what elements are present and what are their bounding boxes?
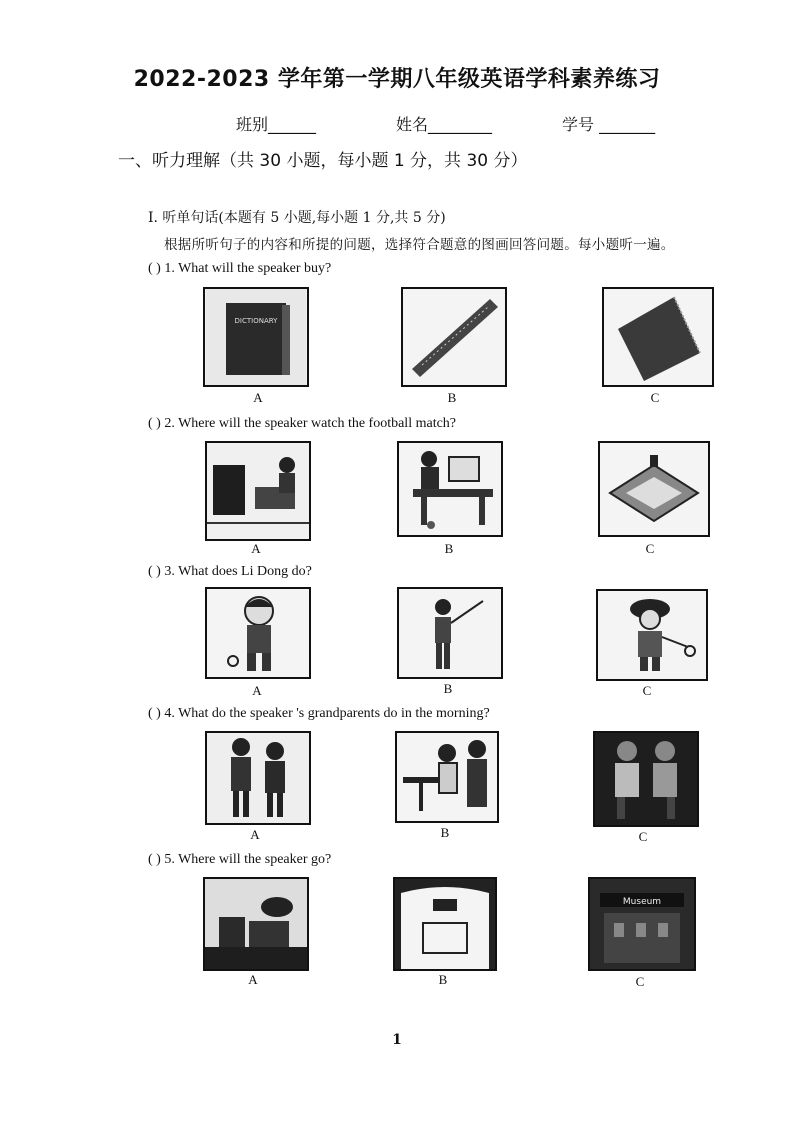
question-4: ( ) 4. What do the speaker 's grandparents do in the morning? [148,706,490,721]
museum-sign-text: Museum [622,897,662,907]
q3-option-a-image[interactable] [205,587,311,679]
question-1: ( ) 1. What will the speaker buy? [148,261,332,276]
q4-label-b: B [440,825,450,840]
dictionary-label: DICTIONARY [234,317,278,325]
dictionary-image [205,289,307,385]
q5-option-c-image[interactable] [588,877,696,971]
q2-label-a: A [251,541,261,556]
q3-label-b: B [443,681,453,696]
ruler-image [403,289,505,385]
q1-option-a-image[interactable] [203,287,309,387]
part-instruction: 根据所听句子的内容和所提的问题，选择符合题意的图画回答问题。每小题听一遍。 [164,237,675,253]
grandparents-walking-image [207,733,309,823]
class-field: 班别______ [236,115,317,134]
question-5: ( ) 5. Where will the speaker go? [148,852,332,867]
q5-label-c: C [635,974,645,989]
q1-label-a: A [253,390,263,405]
q2-label-b: B [444,541,454,556]
notebook-image [604,289,712,385]
page-number: 1 [392,1032,402,1048]
museum-image [590,879,694,969]
violinist-image [598,591,706,679]
q2-option-c-image[interactable] [598,441,710,537]
student-id-field: 学号 _______ [562,115,656,134]
q3-label-a: A [252,683,262,698]
student-boy-image [207,589,309,677]
q4-label-c: C [638,829,648,844]
grandparents-dancing-image [595,733,697,825]
q2-option-b-image[interactable] [397,441,503,537]
q4-option-b-image[interactable] [395,731,499,823]
part-heading: I. 听单句话(本题有 5 小题,每小题 1 分,共 5 分) [148,210,446,226]
q1-label-c: C [650,390,660,405]
q5-option-b-image[interactable] [393,877,497,971]
cinema-image [395,879,495,969]
q2-option-a-image[interactable] [205,441,311,541]
stadium-image [600,443,708,535]
q3-option-b-image[interactable] [397,587,503,679]
q5-label-b: B [438,972,448,987]
grandparents-tea-image [397,733,497,821]
q4-option-c-image[interactable] [593,731,699,827]
q5-option-a-image[interactable] [203,877,309,971]
computer-desk-image [399,443,501,535]
q3-label-c: C [642,683,652,698]
question-2: ( ) 2. Where will the speaker watch the football match? [148,416,457,431]
q2-label-c: C [645,541,655,556]
question-3: ( ) 3. What does Li Dong do? [148,564,312,579]
q4-option-a-image[interactable] [205,731,311,825]
farm-image [205,879,307,969]
tv-room-image [207,443,309,539]
page-title: 2022-2023 学年第一学期八年级英语学科素养练习 [133,67,661,92]
teacher-pointer-image [399,589,501,677]
q1-option-b-image[interactable] [401,287,507,387]
name-field: 姓名________ [396,115,493,134]
q4-label-a: A [250,827,260,842]
q1-label-b: B [447,390,457,405]
section-heading: 一、听力理解（共 30 小题，每小题 1 分，共 30 分） [118,151,528,171]
q3-option-c-image[interactable] [596,589,708,681]
q5-label-a: A [248,972,258,987]
q1-option-c-image[interactable] [602,287,714,387]
